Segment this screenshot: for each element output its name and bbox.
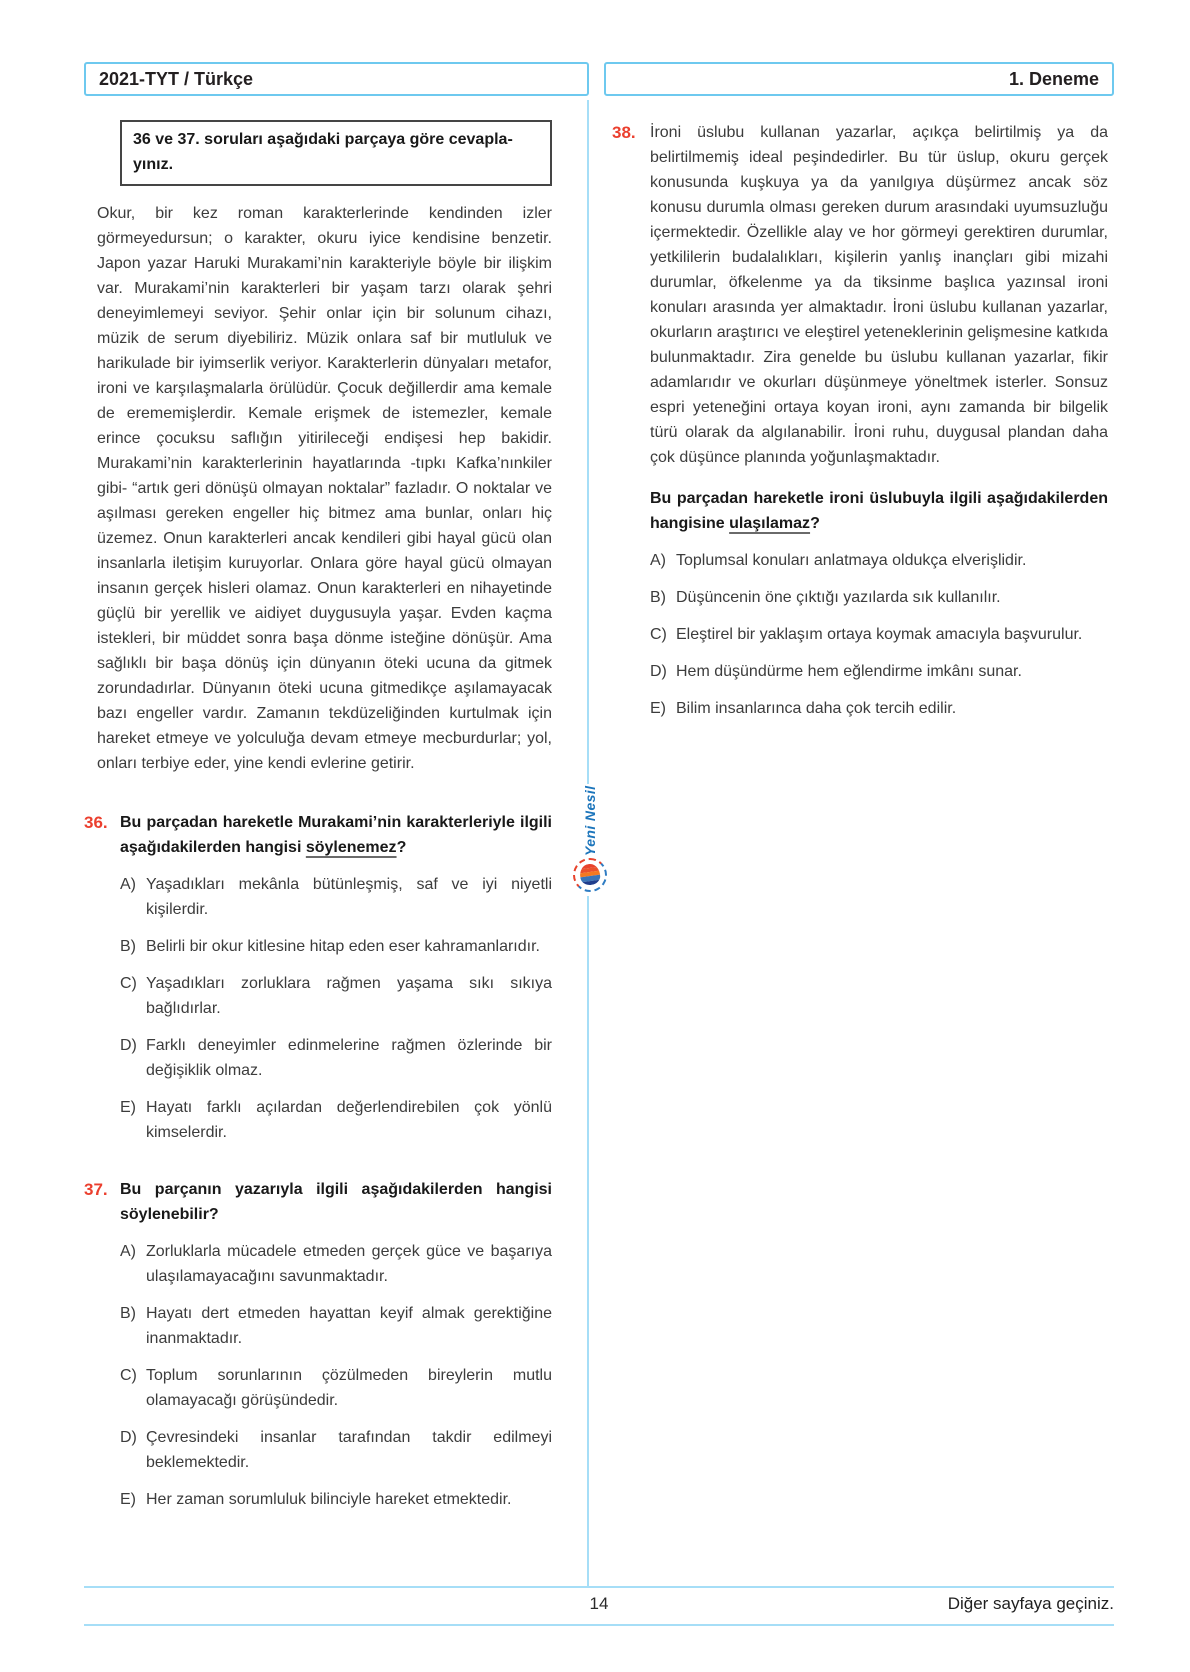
option-letter: C) [650, 626, 667, 643]
option-text: Belirli bir okur kitlesine hitap eden eser kahramanlarıdır. [146, 938, 540, 955]
option-letter: C) [120, 975, 137, 992]
option-letter: A) [650, 552, 666, 569]
column-divider-top [587, 100, 589, 784]
left-column [84, 120, 552, 1512]
page-number: 14 [589, 1594, 609, 1613]
option-text: Zorluklarla mücadele etmeden gerçek güce ve başarıya ulaşılamayacağını savunmaktadır. [146, 1243, 552, 1285]
option-row-e [120, 1487, 552, 1512]
option-letter: A) [120, 1243, 136, 1260]
question-38-options [650, 548, 1108, 721]
option-row-d [120, 1033, 552, 1083]
passage-36-37: Okur, bir kez roman karakterlerinde kendinden izler görmeyedursun; o karakter, okuru iyice kendisine benzetir. Japon yazar Haruki Murakami’nin karakteriyle böyle bir ilişkim var. Murakami’nin karakterleri bir yaşam tarzı olarak şehri deneyimlemeyi seviyor. Şehir onlar için bir solunum cihazı, müzik de serum diyebiliriz. Müzik onlara saf bir mutluluk ve harikulade bir iyimserlik veriyor. Karakterlerin dünyaları metafor, ironi ve karşılaşmalarla örülüdür. Çocuk değillerdir ama kemale de erememişlerdir. Kemale erişmek de istemezler, kemale erince çocuksu saflığın yitirileceği endişesi hep bakidir. Murakami’nin karakterlerinin hayatlarında -tıpkı Kafka’nınkiler gibi- “artık geri dönüşü olmayan noktalar” fazladır. O noktalar ve aşılması gereken engeller hiç bitmez ama bunlar, onları hiç üzemez. Onun karakterleri ancak kendileri gibi hayal gücü olan insanlarla iletişim kuruyorlar. Onlara göre hayal gücü olmayan insanın gerçek hisleri olamaz. Onun karakterleri en nihayetinde güçlü bir yerellik ve aidiyet duygusuyla yaşar. Evden kaçma istekleri, bir müddet sonra başa dönme isteğine dönüşür. Ama sağlıklı bir başa dönüş için dünyanın öteki ucuna da gitmek zorundadırlar. Dünyanın öteki ucuna gitmedikçe aşılamayacak bazı engeller vardır. Zamanın tekdüzeliğinden kurtulmak için hareket etmeye ve yolculuğa devam etmeye mecburdurlar; yol, onları terbiye eder, yine kendi evlerine getirir. [97, 205, 552, 772]
option-letter: A) [120, 876, 136, 893]
question-37-options [120, 1239, 552, 1512]
header-left-box [84, 62, 589, 96]
option-letter: D) [120, 1429, 137, 1446]
brand-wordmark: Yeni Nesil [582, 785, 598, 856]
option-text: Her zaman sorumluluk bilinciyle hareket etmektedir. [146, 1491, 512, 1508]
option-row-e [650, 696, 1108, 721]
option-text: Çevresindeki insanlar tarafından takdir edilmeyi beklemektedir. [146, 1429, 552, 1471]
question-36-number: 36. [84, 813, 108, 832]
footer-bottom-rule [84, 1624, 1114, 1626]
flame-stripes [579, 863, 602, 887]
question-37 [84, 1177, 552, 1512]
option-text: Yaşadıkları mekânla bütünleşmiş, saf ve iyi niyetli kişilerdir. [146, 876, 552, 918]
stem-underlined-word: söylenemez [305, 839, 397, 856]
stem-text: Bu parçadan hareketle ironi üslubuyla ilgili aşağıdakilerden hangisine [650, 490, 1108, 532]
option-row-b [120, 934, 552, 959]
option-text: Bilim insanlarınca daha çok tercih edilir. [676, 700, 957, 717]
option-letter: B) [120, 938, 136, 955]
option-letter: D) [650, 663, 667, 680]
question-36-stem [120, 810, 552, 860]
footer-top-rule [84, 1586, 1114, 1588]
question-37-number: 37. [84, 1180, 108, 1199]
exam-title: 2021-TYT / Türkçe [99, 68, 254, 89]
question-37-stem [120, 1177, 552, 1227]
option-row-c [120, 971, 552, 1021]
option-letter: D) [120, 1037, 137, 1054]
option-row-b [650, 585, 1108, 610]
question-38-stem [650, 486, 1108, 536]
option-row-a [650, 548, 1108, 573]
option-row-b [120, 1301, 552, 1351]
option-text: Hayatı farklı açılardan değerlendirebilen çok yönlü kimselerdir. [146, 1099, 552, 1141]
brand-flame-icon [573, 858, 607, 892]
stem-text: Bu parçanın yazarıyla ilgili aşağıdakilerden hangisi söylenebilir? [120, 1181, 552, 1223]
option-letter: E) [120, 1099, 136, 1116]
option-letter: B) [650, 589, 666, 606]
option-row-c [120, 1363, 552, 1413]
option-text: Farklı deneyimler edinmelerine rağmen özlerinde bir değişiklik olmaz. [146, 1037, 552, 1079]
option-text: Toplum sorunlarının çözülmeden bireylerin mutlu olamayacağı görüşündedir. [146, 1367, 552, 1409]
exam-edition: 1. Deneme [1008, 68, 1099, 89]
stem-suffix: ? [810, 515, 820, 532]
option-text: Düşüncenin öne çıktığı yazılarda sık kullanılır. [676, 589, 1001, 606]
option-row-a [120, 1239, 552, 1289]
question-36-body [120, 810, 552, 1145]
stem-suffix: ? [396, 839, 407, 856]
next-page-note: Diğer sayfaya geçiniz. [947, 1594, 1114, 1613]
stem-underlined-word: ulaşılamaz [729, 515, 811, 532]
column-divider-bottom [587, 896, 589, 1586]
passage-38: İroni üslubu kullanan yazarlar, açıkça belirtilmiş ya da belirtilmemiş ideal peşindedirler. Bu tür üslup, okuru gerçek konusunda kuşkuya ya da yanılgıya düşürmez ancak söz konusu durumla olması gereken durum arasındaki uyumsuzluğu içermektedir. Özellikle alay ve hor görmeyi gerektiren durumlar, yetkililerin budalalıkları, kişilerin yanlış inançları gibi mizahi durumlar, öfkelenme ya da tiksinme başlıca yazınsal ironi konuları arasında yer almaktadır. İroni üslubu kullanan yazarlar, okurların araştırıcı ve eleştirel yeteneklerinin gelişmesine katkıda bulunmaktadır. Zira genelde bu üslubu kullanan yazarlar, fikir adamlarıdır ve okurları düşünmeye yöneltmek isterler. Sonsuz espri yeteneğini ortaya koyan ironi, aynı zamanda bir bilgelik türü olarak da algılanabilir. İroni ruhu, duygusal plandan daha çok düşünce planında yoğunlaşmaktadır. [650, 124, 1108, 466]
question-37-body [120, 1177, 552, 1512]
option-text: Yaşadıkları zorluklara rağmen yaşama sıkı sıkıya bağlıdırlar. [146, 975, 552, 1017]
option-text: Hayatı dert etmeden hayattan keyif almak gerektiğine inanmaktadır. [146, 1305, 552, 1347]
option-letter: B) [120, 1305, 136, 1322]
question-36 [84, 810, 552, 1145]
question-38-body [650, 120, 1108, 721]
option-row-c [650, 622, 1108, 647]
stem-text: Bu parçadan hareketle Murakami’nin karakterleriyle ilgili aşağıdakilerden hangisi [120, 814, 552, 856]
option-row-a [120, 872, 552, 922]
option-text: Eleştirel bir yaklaşım ortaya koymak amacıyla başvurulur. [676, 626, 1083, 643]
option-letter: E) [650, 700, 666, 717]
option-letter: E) [120, 1491, 136, 1508]
option-row-d [120, 1425, 552, 1475]
question-38 [612, 120, 1108, 721]
option-text: Hem düşündürme hem eğlendirme imkânı sunar. [676, 663, 1022, 680]
header-right-box [604, 62, 1114, 96]
option-text: Toplumsal konuları anlatmaya oldukça elverişlidir. [676, 552, 1027, 569]
right-column [612, 120, 1108, 721]
question-36-options [120, 872, 552, 1145]
instruction-box [120, 120, 552, 186]
option-letter: C) [120, 1367, 137, 1384]
instruction-text: 36 ve 37. soruları aşağıdaki parçaya göre cevaplayınız. [133, 131, 513, 173]
option-row-d [650, 659, 1108, 684]
option-row-e [120, 1095, 552, 1145]
question-38-number: 38. [612, 123, 636, 142]
